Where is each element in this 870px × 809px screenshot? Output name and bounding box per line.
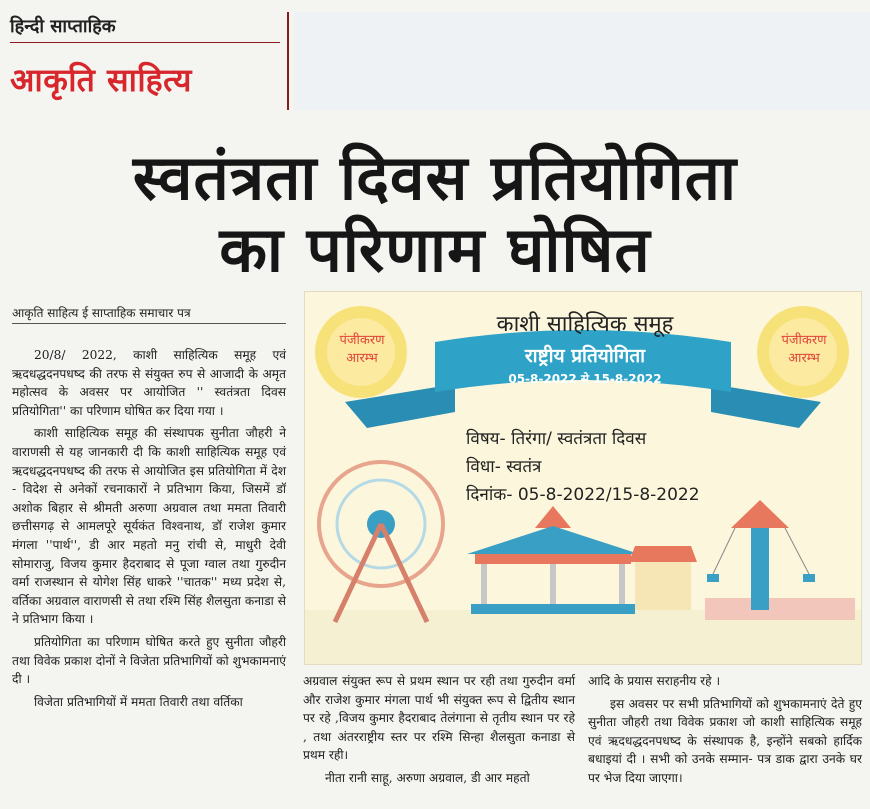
masthead-panel — [294, 12, 870, 110]
sun-label-left — [317, 332, 407, 368]
sun-label-right — [759, 332, 849, 368]
sun-label-line: आरम्भ — [346, 351, 378, 366]
poster-date: दिनांक- 05-8-2022/15-8-2022 — [466, 485, 700, 505]
masthead-kicker: हिन्दी साप्ताहिक — [10, 16, 116, 37]
masthead-vertical-rule — [287, 12, 289, 110]
headline — [0, 142, 870, 286]
swing-ride-icon — [707, 500, 815, 610]
paragraph: विजेता प्रतिभागियों में ममता तिवारी तथा वर्तिका — [34, 694, 243, 709]
paragraph: प्रतियोगिता का परिणाम घोषित करते हुए सुनीता जौहरी तथा विवेक प्रकाश दोनों ने विजेता प्रतिभागियों को शुभकामनाएं दी । — [12, 634, 286, 687]
masthead-divider — [10, 42, 280, 43]
poster-subject: विषय- तिरंगा/ स्वतंत्रता दिवस — [466, 429, 647, 449]
competition-poster — [304, 291, 862, 665]
carousel-icon — [467, 506, 639, 614]
poster-title: काशी साहित्यिक समूह — [496, 312, 674, 337]
poster-genre: विधा- स्वतंत्र — [466, 457, 542, 477]
sun-label-line: पंजीकरण — [339, 333, 385, 348]
article-column-2 — [303, 672, 575, 792]
source-divider — [12, 323, 286, 324]
ferris-wheel-icon — [319, 462, 443, 622]
article-column-3 — [588, 672, 862, 792]
paragraph: आदि के प्रयास सराहनीय रहे । — [588, 674, 721, 688]
paragraph: नीता रानी साहू, अरुणा अग्रवाल, डी आर महतो — [325, 770, 530, 785]
sun-label-line: आरम्भ — [788, 351, 820, 366]
poster-banner-dates: 05-8-2022 से 15-8-2022 — [508, 372, 662, 386]
masthead — [0, 0, 870, 112]
paragraph: अग्रवाल संयुक्त रूप से प्रथम स्थान पर रही तथा गुरुदीन वर्मा और राजेश कुमार मंगला पार्थ भी संयुक्त रूप से द्वितीय स्थान पर रहे ,विजय कुमार हैदराबाद तेलंगाना से तृतीय स्थान पर रहे , तथा अंतरराष्ट्रीय स्तर पर रश्मि सिन्हा शैलसुता कनाडा से प्रथम रही। — [303, 674, 575, 763]
paragraph: इस अवसर पर सभी प्रतिभागियों को शुभकामनाएं देते हुए सुनीता जौहरी तथा विवेक प्रकाश जो काशी साहित्यिक समूह एवं ऋदधद्धदनपधष्द के संस्थापक है, इन्होंने सबको हार्दिक बधाइयां दी । सभी को उनके सम्मान- पत्र डाक द्वारा उनके घर पर भेज दिया जाएगा। — [588, 696, 862, 785]
masthead-brand — [10, 14, 285, 110]
paragraph: काशी साहित्यिक समूह की संस्थापक सुनीता जौहरी ने वाराणसी से यह जानकारी दी कि काशी साहित्यिक समूह एवं ऋदधद्धदनपधष्द की तरफ से आयोजित इस प्रतियोगिता में देश - विदेश से अनेकों रचनाकारों ने प्रतिभाग किया, जिसमें डॉ अशोक बिहार से श्रीमती अरुणा अग्रवाल तथा ममता तिवारी छत्तीसगढ़ से आमलपूरे सूर्यकंत विश्वनाथ, डॉ राजेश कुमार मंगला ''पार्थ'', डी आर महतो मनु रांची से, माधुरी देवी सोमाराजु, विजय कुमार हैदराबाद से पूजा ग्वाल तथा गुरुदीन वर्मा राजस्थान से योगेश सिंह धाकरे ''चातक'' मध्य प्रदेश से, वर्तिका अग्रवाल वाराणसी से तथा रश्मि सिंह शैलसुता कनाडा से ने प्रतिभाग किया । — [12, 426, 286, 627]
paragraph: 20/8/ 2022, काशी साहित्यिक समूह एवं ऋदधद्धदनपधष्द की तरफ से संयुक्त रुप से आजादी के अमृत महोत्सव के अवसर पर आयोजित '' स्वतंत्रता दिवस प्रतियोगिता'' का परिणाम घोषित कर दिया गया । — [12, 348, 286, 418]
sun-label-line: पंजीकरण — [781, 333, 827, 348]
masthead-title: आकृति साहित्य — [10, 61, 192, 99]
kiosk-icon — [629, 546, 697, 610]
fence-icon — [705, 598, 855, 620]
headline-line-2: का परिणाम घोषित — [219, 213, 651, 286]
headline-line-1: स्वतंत्रता दिवस प्रतियोगिता — [132, 141, 738, 214]
poster-banner-title: राष्ट्रीय प्रतियोगिता — [524, 345, 646, 367]
source-credit: आकृति साहित्य ई साप्ताहिक समाचार पत्र — [12, 306, 191, 320]
article-column-1 — [12, 346, 286, 715]
